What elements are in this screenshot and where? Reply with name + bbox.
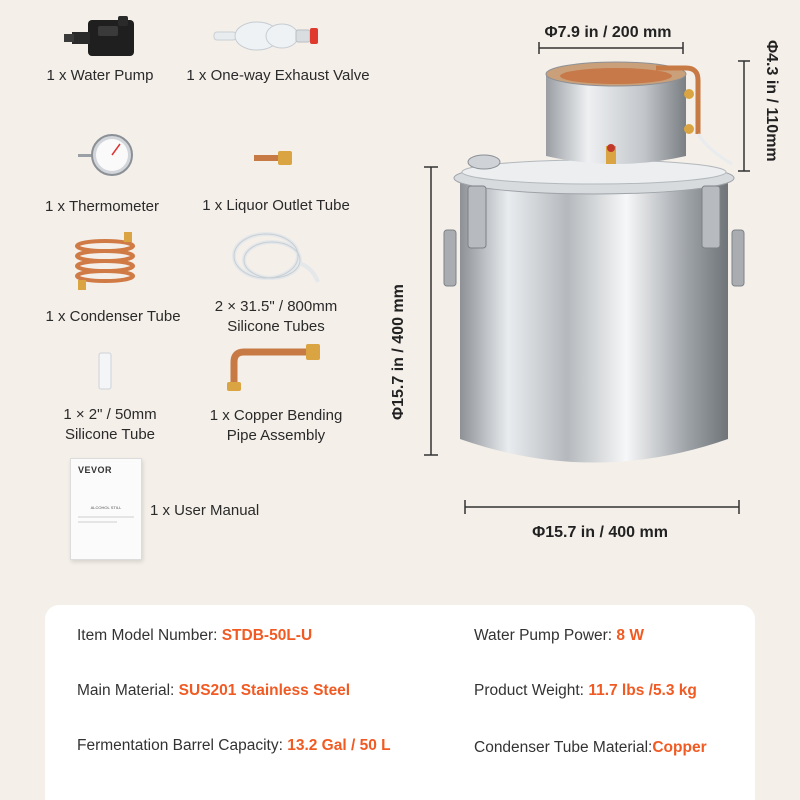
user-manual-label: 1 x User Manual (150, 502, 260, 519)
condenser-tube-image (70, 232, 140, 290)
spec-condenser-material-label: Condenser Tube Material: (474, 739, 653, 756)
top-diameter-dimension: Φ7.9 in / 200 mm (544, 24, 672, 41)
silicone-tube-short-label (40, 405, 180, 445)
spec-condenser-material-value: Copper (652, 739, 707, 756)
silicone-tube-short-image (98, 352, 112, 390)
top-width-dimension-line (538, 42, 684, 54)
spec-barrel-capacity-label: Fermentation Barrel Capacity: (77, 737, 288, 754)
spec-product-weight-value: 11.7 lbs /5.3 kg (588, 682, 697, 699)
spec-pump-power (474, 627, 644, 645)
copper-bending-pipe-image (220, 342, 324, 392)
spec-condenser-material (474, 739, 707, 757)
spec-main-material-value: SUS201 Stainless Steel (178, 682, 351, 699)
spec-product-weight (474, 682, 697, 700)
spec-pump-power-value: 8 W (616, 627, 644, 644)
silicone-tubes-label-line1: 2 × 31.5" / 800mm (214, 298, 338, 315)
thermometer-image (78, 132, 134, 178)
spec-main-material (77, 682, 350, 700)
water-pump-label: 1 x Water Pump (46, 67, 154, 84)
spec-model-number-value: STDB-50L-U (221, 627, 313, 644)
spec-barrel-capacity-value: 13.2 Gal / 50 L (287, 737, 391, 754)
spec-model-number-label: Item Model Number: (77, 627, 222, 644)
user-manual-image (70, 458, 142, 560)
condenser-tube-label: 1 x Condenser Tube (45, 308, 181, 325)
silicone-tube-short-label-line1: 1 × 2" / 50mm (63, 406, 157, 423)
copper-bending-pipe-label-line1: 1 x Copper Bending (209, 407, 343, 424)
top-height-dimension: Φ4.3 in / 110mm (763, 40, 780, 162)
silicone-tubes-label-line2: Silicone Tubes (227, 318, 325, 335)
barrel-width-dimension-line (464, 500, 740, 514)
spec-pump-power-label: Water Pump Power: (474, 627, 617, 644)
liquor-outlet-tube-label: 1 x Liquor Outlet Tube (202, 197, 350, 214)
manual-brand-logo: VEVOR (78, 465, 113, 475)
liquor-outlet-tube-image (254, 148, 294, 168)
manual-cover-title: ALCOHOL STILL (90, 505, 122, 510)
silicone-tubes-label (186, 297, 366, 337)
spec-model-number (77, 627, 312, 645)
thermometer-label: 1 x Thermometer (45, 198, 159, 215)
exhaust-valve-label: 1 x One-way Exhaust Valve (186, 67, 370, 84)
silicone-tubes-image (226, 226, 322, 288)
copper-bending-pipe-label (186, 406, 366, 446)
copper-bending-pipe-label-line2: Pipe Assembly (226, 427, 326, 444)
water-pump-image (62, 14, 144, 62)
spec-product-weight-label: Product Weight: (474, 682, 589, 699)
spec-main-material-label: Main Material: (77, 682, 179, 699)
spec-barrel-capacity (77, 737, 391, 755)
distiller-image (436, 54, 752, 494)
barrel-height-dimension: Φ15.7 in / 400 mm (390, 284, 407, 420)
barrel-diameter-dimension: Φ15.7 in / 400 mm (532, 524, 668, 541)
silicone-tube-short-label-line2: Silicone Tube (64, 426, 156, 443)
exhaust-valve-image (212, 18, 322, 54)
